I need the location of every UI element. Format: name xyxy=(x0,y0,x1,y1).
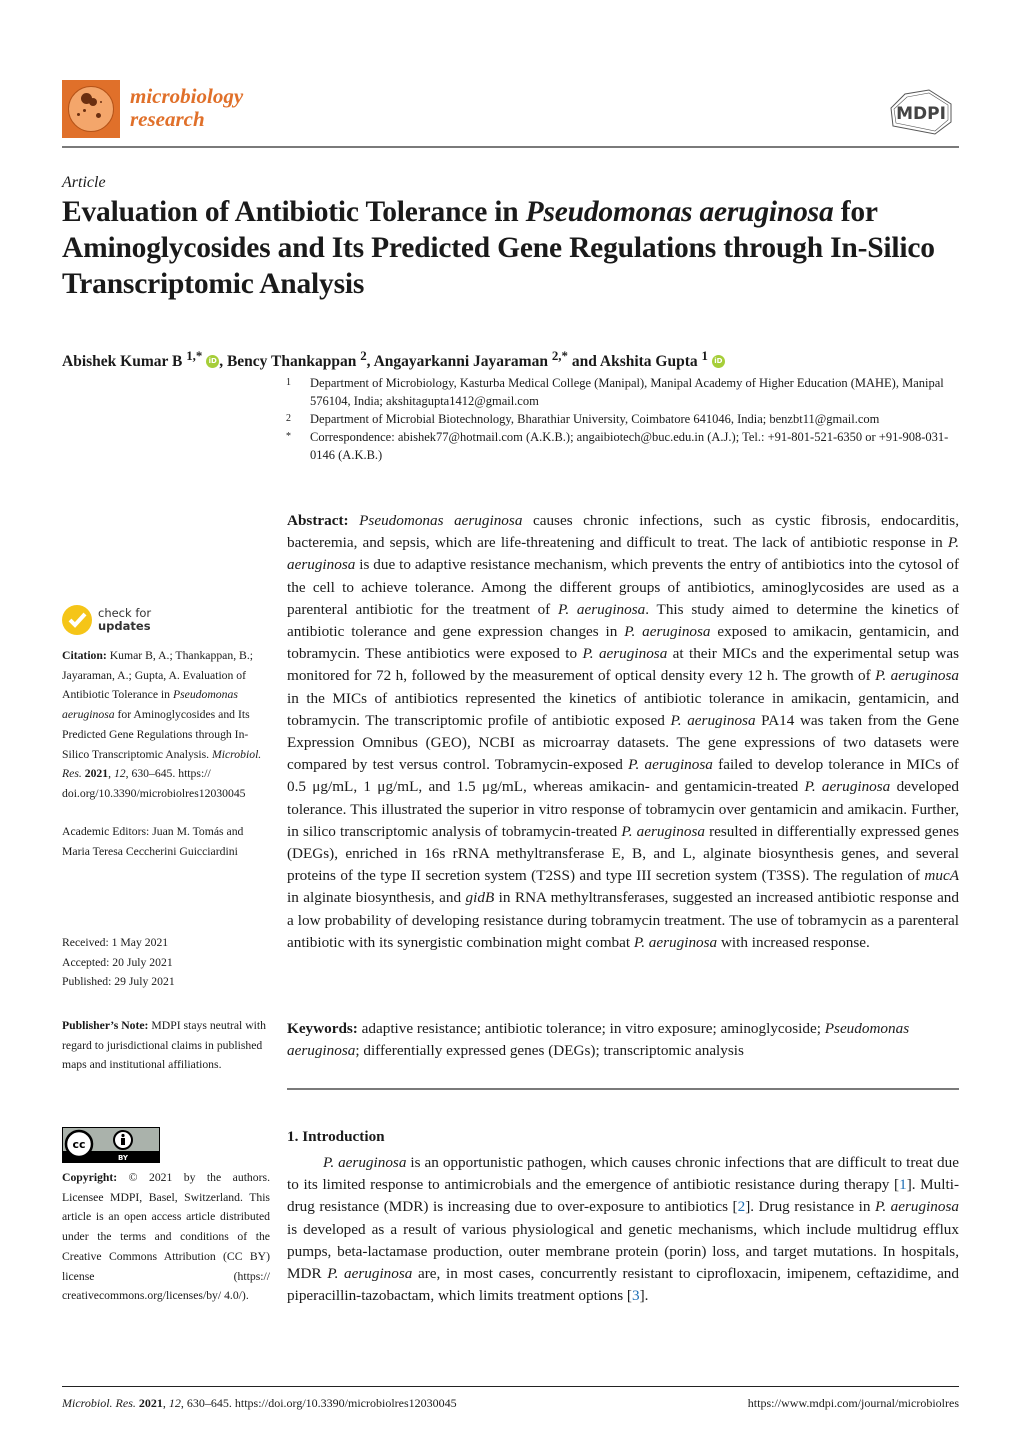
reference-link[interactable]: 1 xyxy=(899,1176,907,1194)
italic-term: gidB xyxy=(465,889,495,907)
abstract xyxy=(287,510,959,954)
citation-year: 2021 xyxy=(84,767,109,781)
citation-doi-link[interactable]: , 630–645. https:// doi.org/10.3390/microbiolres12030045 xyxy=(62,767,246,800)
italic-term: P. aeruginosa xyxy=(875,667,959,685)
journal-name-line1: microbiology xyxy=(130,84,244,108)
check-for-updates-button[interactable] xyxy=(62,603,151,637)
affiliations xyxy=(286,374,966,464)
text-segment: ]. Multi-drug resistance (MDR) is increasing due to over-exposure to antibiotics [ xyxy=(287,1176,959,1216)
italic-term: Pseudomonas aeruginosa xyxy=(287,1020,910,1060)
text-segment: causes chronic infections, such as cystic fibrosis, endocarditis, bacteremia, and sepsis, which are life-threatening and difficult to treat. The lack of antibiotic response in xyxy=(287,512,960,552)
footer-volume: 12 xyxy=(168,1396,181,1410)
italic-term: mucA xyxy=(924,867,959,885)
check-updates-line2: updates xyxy=(98,619,151,633)
italic-term: P. aeruginosa xyxy=(582,645,668,663)
text-segment: adaptive resistance; antibiotic tolerance; in vitro exposure; aminoglycoside; xyxy=(357,1020,825,1037)
citation-journal: Microbiol. Res. xyxy=(62,747,262,781)
article-type: Article xyxy=(62,174,106,191)
svg-text:MDPI: MDPI xyxy=(896,104,946,124)
introduction-paragraph xyxy=(287,1152,959,1307)
italic-term: P. aeruginosa xyxy=(558,600,646,618)
separator: and xyxy=(567,353,600,371)
publisher-note xyxy=(62,1016,270,1075)
text-segment: . This study aimed to determine the kinetics of antibiotic tolerance and gene expression changes in xyxy=(287,600,959,641)
italic-term: Pseudomonas aeruginosa xyxy=(359,512,523,529)
separator: , xyxy=(366,353,374,371)
author-affil-mark: 2 xyxy=(360,348,367,363)
text-segment: in the MICs of antibiotics represented the kinetics of antibiotic tolerance in amikacin, gentamicin, and tobramycin. The transcriptomic profile of antibiotic exposed xyxy=(287,689,959,729)
footer-year: 2021 xyxy=(138,1396,163,1410)
orcid-icon[interactable]: iD xyxy=(206,355,219,368)
affiliation-item xyxy=(286,428,966,464)
header-divider xyxy=(62,146,959,148)
section-heading-introduction: 1. Introduction xyxy=(287,1128,385,1145)
text-segment: failed to develop tolerance in MICs of 0.5 μg/mL, 1 μg/mL, and 1.5 μg/mL, whereas amikacin- and gentamicin-treated xyxy=(287,756,959,796)
section-divider xyxy=(287,1088,959,1090)
italic-term: P. aeruginosa xyxy=(670,711,756,729)
orcid-icon[interactable]: iD xyxy=(712,355,725,368)
citation-species: Pseudomonas aeruginosa xyxy=(62,688,238,722)
italic-term: P. aeruginosa xyxy=(287,534,959,574)
author-list xyxy=(62,348,725,371)
text-segment: in alginate biosynthesis, and xyxy=(287,889,466,907)
affiliation-item xyxy=(286,410,966,428)
affiliation-item xyxy=(286,374,966,410)
author-affil-mark: 1,* xyxy=(186,348,203,363)
text-segment xyxy=(349,512,360,529)
author-affil-mark: 2,* xyxy=(551,348,568,363)
title-text-cont: for Aminoglycosides and Its Predicted Gene Regulations through In-Silico Transcriptomic Analysis xyxy=(62,196,935,300)
received-date: Received: 1 May 2021 xyxy=(62,936,169,949)
text-segment: ]. xyxy=(639,1287,649,1305)
reference-link[interactable]: 2 xyxy=(737,1198,746,1216)
affiliation-mark: 2 xyxy=(286,413,291,424)
author-affil-mark: 1 xyxy=(701,348,708,363)
citation-text: Kumar B, A.; Thankappan, B.; Jayaraman, A.; Gupta, A. Evaluation of Antibiotic Tolerance in xyxy=(62,649,253,702)
citation-block: Citation: Kumar B, A.; Thankappan, B.; Jayaraman, A.; Gupta, A. Evaluation of Antibiotic Tolerance in Pseudomonas aeruginosa for Aminoglycosides and Its Predicted Gene Regulations through In-Silico Transcriptomic Analysis. Microbiol. Res. 2021, 12, 630–645. https:// doi.org/10.3390/microbiolres12030045 xyxy=(62,649,262,800)
text-segment: PA14 was taken from the Gene Expression Omnibus (GEO), NCBI as microarray datasets. The gene expressions of two datasets were compared by test versus control. Tobramycin-exposed xyxy=(287,711,959,774)
affiliation-mark: * xyxy=(286,431,291,442)
text-segment: in RNA methyltransferases, suggested an increased antibiotic response and a low probability of developing resistance during tobramycin treatment. The use of tobramycin as a parenteral antibiotic with its synergistic combination might combat xyxy=(287,889,959,951)
italic-term: P. aeruginosa xyxy=(875,1198,959,1216)
abstract-text xyxy=(287,512,959,951)
footer-doi-link[interactable]: , 630–645. https://doi.org/10.3390/microbiolres12030045 xyxy=(180,1396,457,1410)
article-title xyxy=(62,194,962,302)
text-segment: ; differentially expressed genes (DEGs); transcriptomic analysis xyxy=(355,1042,744,1060)
cc-by-license-badge[interactable] xyxy=(62,1127,160,1163)
abstract-label: Abstract: xyxy=(287,512,349,529)
text-segment: at their MICs and the experimental setup was monitored for 72 h, followed by the measurement of optical density every 12 h. The growth of xyxy=(287,645,959,685)
accepted-date: Accepted: 20 July 2021 xyxy=(62,955,173,969)
author[interactable]: Angayarkanni Jayaraman xyxy=(373,353,548,371)
footer-journal: Microbiol. Res. xyxy=(62,1396,136,1410)
affiliation-text: Department of Microbial Biotechnology, Bharathiar University, Coimbatore 641046, India; benzbt11@gmail.com xyxy=(310,412,880,426)
mdpi-logo xyxy=(885,88,957,136)
italic-term: P. aeruginosa xyxy=(327,1265,413,1283)
keywords-text xyxy=(287,1020,909,1059)
affiliation-mark: 1 xyxy=(286,377,291,388)
text-segment: is developed as a result of various physiological and genetic mechanisms, which include multidrug efflux pumps, beta-lactamase production, outer membrane protein (porin) loss, and target mutations. In hospitals, MDR xyxy=(287,1220,959,1283)
check-updates-line1: check for xyxy=(98,606,152,620)
separator: , xyxy=(219,353,227,371)
citation-text: for Aminoglycosides and Its Predicted Gene Regulations through In-Silico Transcriptomic Analysis. xyxy=(62,708,250,761)
checkmark-icon xyxy=(62,605,92,635)
italic-term: P. aeruginosa xyxy=(628,756,713,774)
author[interactable]: Akshita Gupta xyxy=(599,353,698,371)
affiliation-text: Department of Microbiology, Kasturba Medical College (Manipal), Manipal Academy of Higher Education (MAHE), Manipal 576104, India; akshitagupta1412@gmail.com xyxy=(310,376,944,408)
keywords-label: Keywords: xyxy=(287,1020,358,1037)
text-segment: developed tolerance. This illustrated the superior in vitro response of tobramycin over gentamicin and amikacin. Further, in silico transcriptomic analysis of tobramycin-treated xyxy=(287,778,959,840)
footer-citation: Microbiol. Res. 2021, 12, 630–645. https://doi.org/10.3390/microbiolres12030045 xyxy=(62,1396,457,1410)
italic-term: P. aeruginosa xyxy=(621,822,705,840)
svg-text:BY: BY xyxy=(117,1154,129,1162)
italic-term: P. aeruginosa xyxy=(323,1154,407,1171)
citation-volume: 12 xyxy=(113,767,126,781)
dates-block xyxy=(62,933,270,992)
text-segment: resulted in differentially expressed genes (DEGs), enriched in 16s rRNA methyltransferase E, B, and L, alginate biosynthesis genes, and several proteins of the type II secretion system (T2SS) and type III secretion system (T3SS). The regulation of xyxy=(287,822,959,885)
journal-logo xyxy=(62,80,120,138)
italic-term: P. aeruginosa xyxy=(633,933,718,951)
text-segment: ]. Drug resistance in xyxy=(745,1198,876,1216)
footer-journal-url[interactable]: https://www.mdpi.com/journal/microbiolres xyxy=(747,1396,959,1410)
introduction-text xyxy=(287,1154,959,1304)
journal-name xyxy=(130,85,243,131)
published-date: Published: 29 July 2021 xyxy=(62,975,175,989)
publisher-note-text: MDPI stays neutral with regard to jurisdictional claims in published maps and institutional affiliations. xyxy=(62,1019,266,1072)
copyright-label: Copyright: xyxy=(62,1171,118,1184)
publisher-note-label: Publisher’s Note: xyxy=(62,1019,149,1032)
footer-divider xyxy=(62,1386,959,1387)
journal-name-line2: research xyxy=(130,107,205,131)
author[interactable]: Abishek Kumar B xyxy=(62,353,183,371)
text-segment: with increased response. xyxy=(717,933,870,951)
copyright-text: © 2021 by the authors. Licensee MDPI, Basel, Switzerland. This article is an open access article distributed under the terms and conditions of the Creative Commons Attribution (CC BY) license (https:// creativecommons.org/licenses/by/ 4.0/). xyxy=(62,1171,270,1303)
author[interactable]: Bency Thankappan xyxy=(226,353,357,371)
italic-term: P. aeruginosa xyxy=(804,778,891,796)
text-segment: exposed to amikacin, gentamicin, and tobramycin. These antibiotics were exposed to xyxy=(287,623,959,663)
text-segment: are, in most cases, concurrently resistant to ciprofloxacin, imipenem, ceftazidime, and piperacillin-tazobactam, which limits treatment options [ xyxy=(287,1265,959,1305)
academic-editors: Academic Editors: Juan M. Tomás and Maria Teresa Ceccherini Guicciardini xyxy=(62,825,244,858)
keywords xyxy=(287,1018,959,1062)
citation-label: Citation: xyxy=(62,649,107,662)
petri-dish-icon xyxy=(68,86,114,132)
text-segment: is due to adaptive resistance mechanism, which prevents the entry of antibiotics into the cytosol of the cell to achieve tolerance. Among the different groups of antibiotics, aminoglycosides are used as a parenteral antibiotic for the treatment of xyxy=(287,556,959,618)
title-species: Pseudomonas aeruginosa xyxy=(525,196,834,228)
text-segment: is an opportunistic pathogen, which causes chronic infections that are difficult to treat due to its limited response to antimicrobials and the emergence of antibiotic resistance during therapy [ xyxy=(287,1154,959,1194)
title-text: Evaluation of Antibiotic Tolerance in xyxy=(62,196,526,228)
copyright-notice xyxy=(62,1168,270,1306)
affiliation-text: Correspondence: abishek77@hotmail.com (A.K.B.); angaibiotech@buc.edu.in (A.J.); Tel.: +91-801-521-6350 or +91-908-031-0146 (A.K.B.) xyxy=(310,430,949,462)
reference-link[interactable]: 3 xyxy=(632,1287,640,1305)
svg-text:cc: cc xyxy=(72,1138,86,1151)
italic-term: P. aeruginosa xyxy=(624,623,711,641)
